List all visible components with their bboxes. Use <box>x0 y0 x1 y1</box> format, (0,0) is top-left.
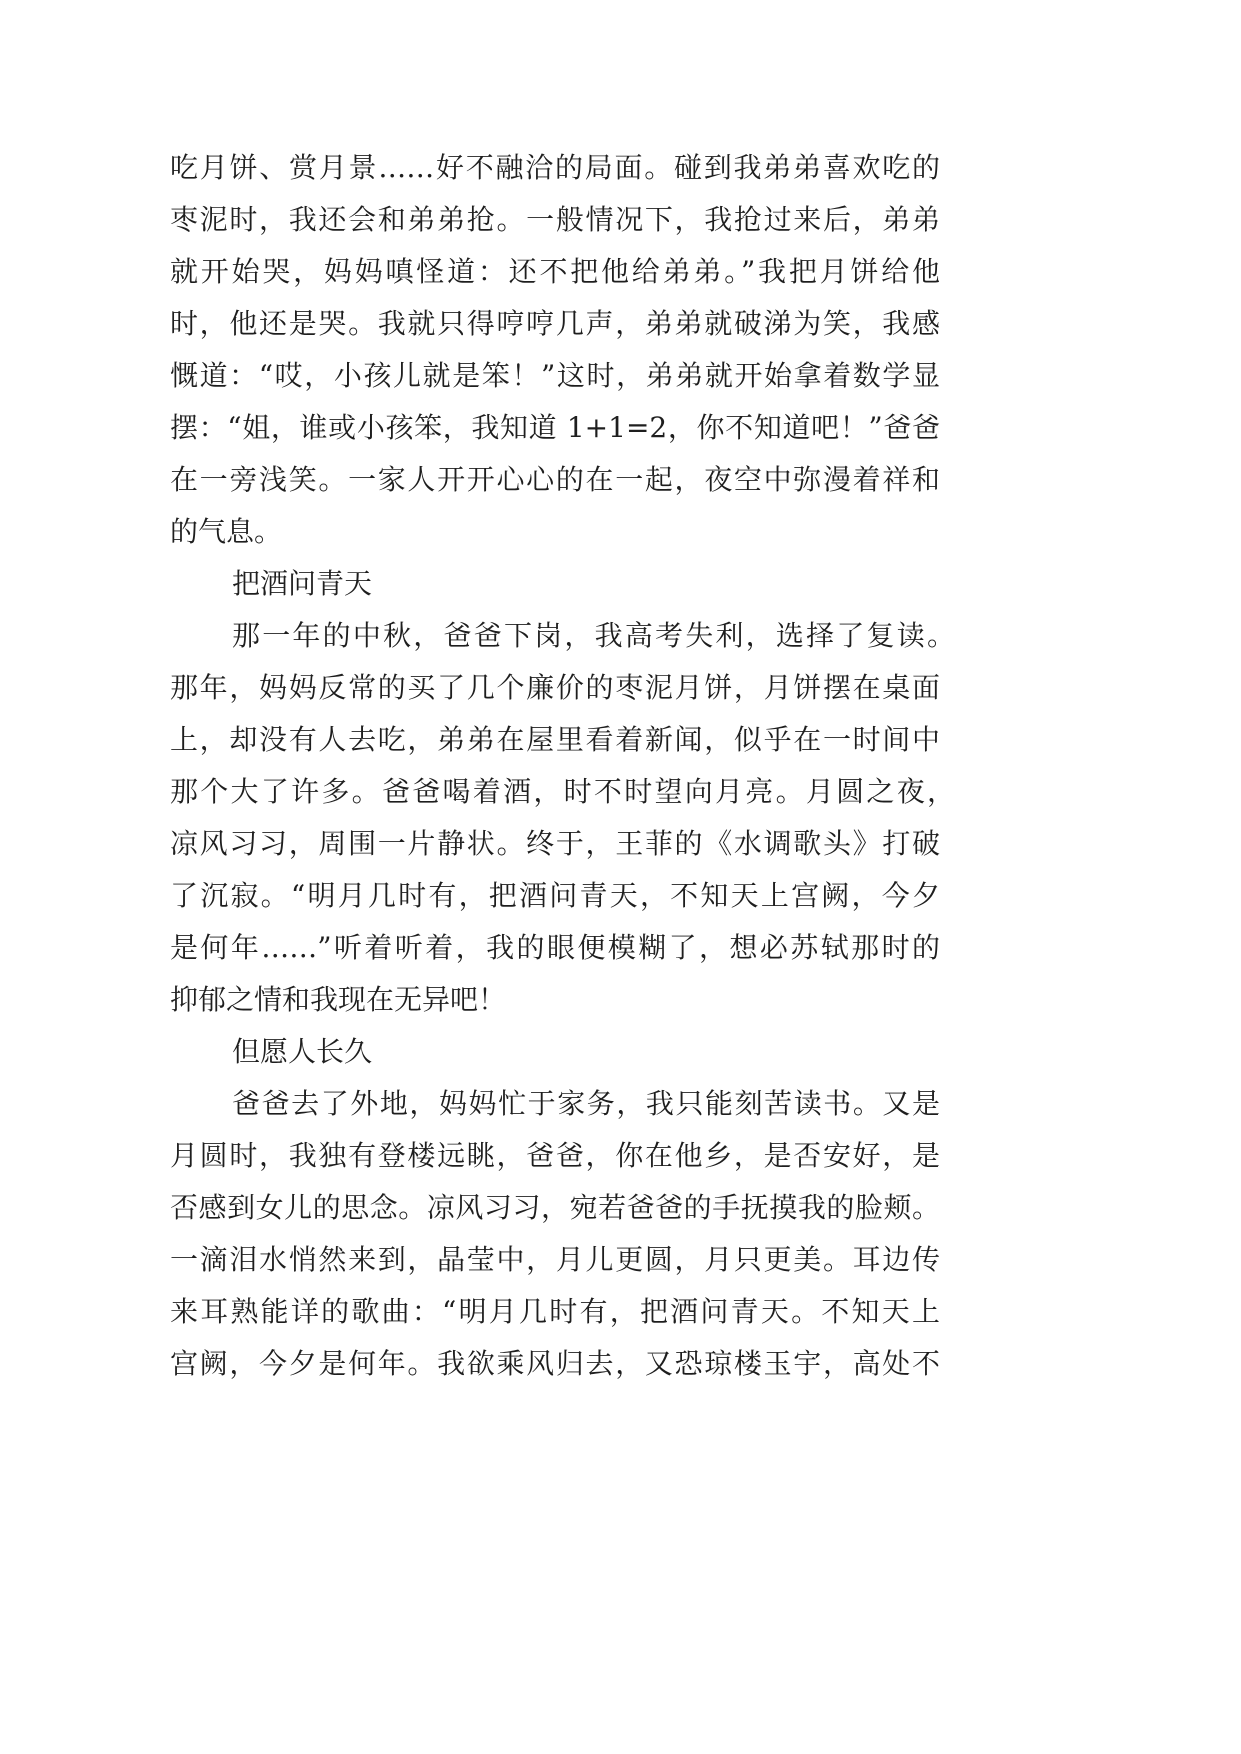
text-line: 凉风习习，周围一片静状。终于，王菲的《水调歌头》打破 <box>170 827 940 860</box>
text-line: 月圆时，我独有登楼远眺，爸爸，你在他乡，是否安好，是 <box>170 1139 940 1172</box>
text-line: 爸爸去了外地，妈妈忙于家务，我只能刻苦读书。又是 <box>232 1087 940 1120</box>
text-line: 慨道：“哎，小孩儿就是笨！”这时，弟弟就开始拿着数学显 <box>170 359 940 392</box>
text-line: 枣泥时，我还会和弟弟抢。一般情况下，我抢过来后，弟弟 <box>170 203 940 236</box>
text-line: 宫阙，今夕是何年。我欲乘风归去，又恐琼楼玉宇，高处不 <box>170 1347 940 1380</box>
section-heading: 把酒问青天 <box>232 567 373 600</box>
text-line: 就开始哭，妈妈嗔怪道：还不把他给弟弟。”我把月饼给他 <box>170 255 940 288</box>
paragraph <box>170 610 960 1026</box>
paragraph <box>170 142 960 558</box>
text-line: 那年，妈妈反常的买了几个廉价的枣泥月饼，月饼摆在桌面 <box>170 671 940 704</box>
text-line: 抑郁之情和我现在无异吧！ <box>170 983 507 1016</box>
paragraph <box>170 1078 960 1390</box>
text-line: 那个大了许多。爸爸喝着酒，时不时望向月亮。月圆之夜， <box>170 775 955 808</box>
text-line: 了沉寂。“明月几时有，把酒问青天，不知天上宫阙，今夕 <box>170 879 940 912</box>
text-line: 一滴泪水悄然来到，晶莹中，月儿更圆，月只更美。耳边传 <box>170 1243 940 1276</box>
text-line: 摆：“姐，谁或小孩笨，我知道 1+1=2，你不知道吧！”爸爸 <box>170 411 940 444</box>
text-line: 的气息。 <box>170 515 283 548</box>
text-line: 那一年的中秋，爸爸下岗，我高考失利，选择了复读。 <box>232 619 955 652</box>
text-line: 来耳熟能详的歌曲：“明月几时有，把酒问青天。不知天上 <box>170 1295 940 1328</box>
text-line: 上，却没有人去吃，弟弟在屋里看着新闻，似乎在一时间中 <box>170 723 940 756</box>
text-line: 在一旁浅笑。一家人开开心心的在一起，夜空中弥漫着祥和 <box>170 463 940 496</box>
text-line: 吃月饼、赏月景……好不融洽的局面。碰到我弟弟喜欢吃的 <box>170 151 940 184</box>
text-line: 时，他还是哭。我就只得哼哼几声，弟弟就破涕为笑，我感 <box>170 307 940 340</box>
text-line: 否感到女儿的思念。凉风习习，宛若爸爸的手抚摸我的脸颊。 <box>170 1191 940 1224</box>
section-heading: 但愿人长久 <box>232 1035 373 1068</box>
text-line: 是何年……”听着听着，我的眼便模糊了，想必苏轼那时的 <box>170 931 940 964</box>
document-page <box>170 142 960 1390</box>
